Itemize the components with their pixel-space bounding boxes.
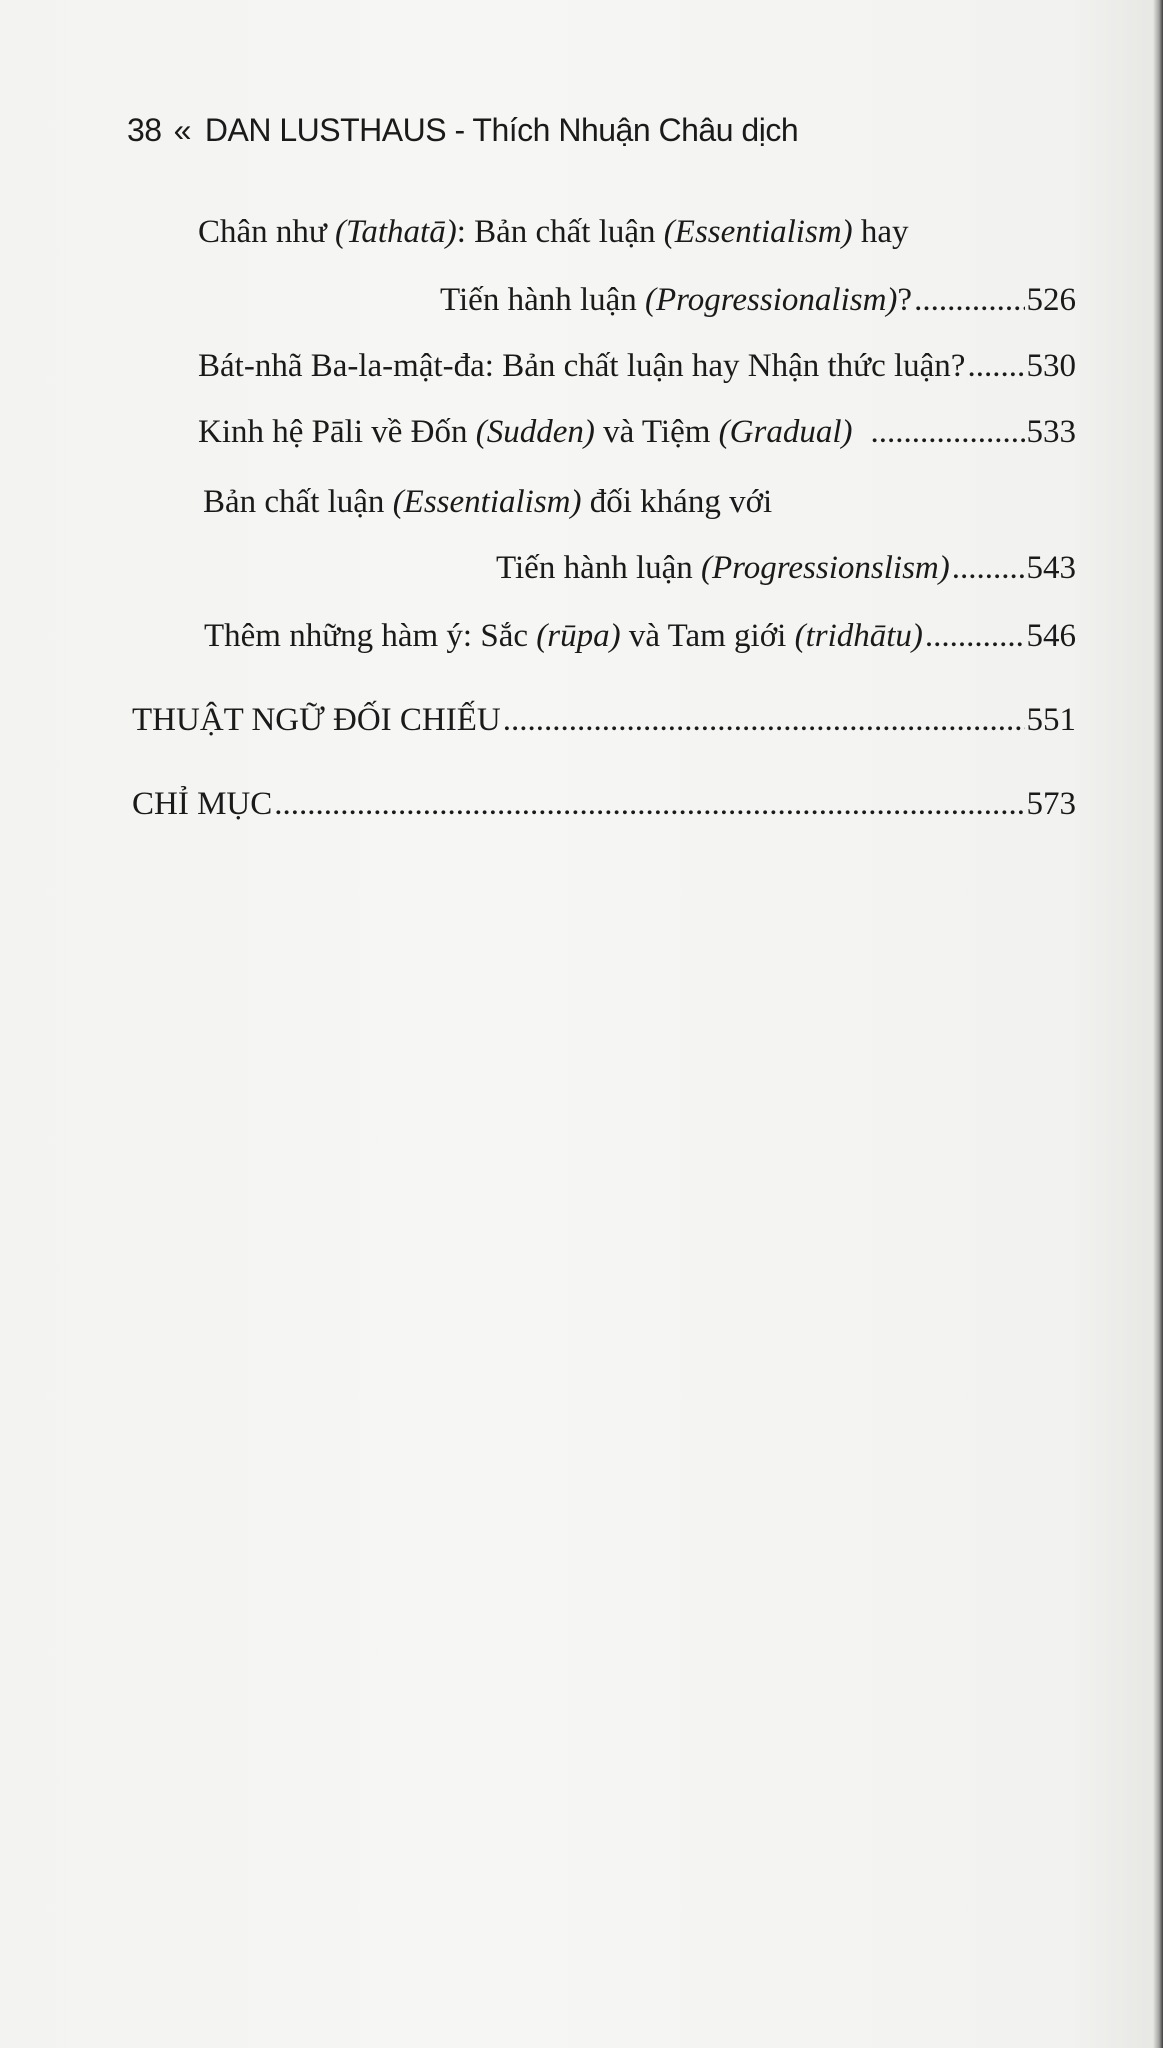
toc-entry-tathata-line2: Tiến hành luận (Progressionalism)? ..... 526 [440, 284, 1076, 317]
toc-page-number: 546 [1026, 618, 1076, 654]
leader-dots [925, 620, 1025, 653]
toc-entry-essentialism-line1: Bản chất luận (Essentialism) đối kháng với [203, 484, 773, 520]
toc-entry-prajnaparamita: Bát-nhã Ba-la-mật-đa: Bản chất luận hay Nhận thức luận? ..... 530 [198, 350, 1076, 383]
toc-entry-essentialism-line2: Tiến hành luận (Progressionslism) ..... 543 [496, 552, 1076, 585]
leader-dots [274, 788, 1024, 821]
leader-dots [967, 350, 1024, 383]
page-edge-shadow [1153, 0, 1163, 2048]
toc-entry-tathata-line1: Chân như (Tathatā): Bản chất luận (Essentialism) hay [198, 214, 909, 250]
toc-entry-index: CHỈ MỤC ..... 573 [132, 788, 1076, 821]
leader-dots [914, 284, 1024, 317]
leader-dots [952, 552, 1025, 585]
toc-page-number: 543 [1026, 550, 1076, 586]
toc-page-number: 526 [1026, 282, 1076, 318]
running-head-separator: « [173, 112, 191, 148]
toc-page-number: 533 [1026, 414, 1076, 450]
toc-entry-rupa-tridhatu: Thêm những hàm ý: Sắc (rūpa) và Tam giới (tridhātu) ..... 546 [204, 620, 1076, 653]
page-number: 38 [127, 112, 162, 148]
toc-entry-pali-sudden-gradual: Kinh hệ Pāli về Đốn (Sudden) và Tiệm (Gradual) ..... 533 [198, 416, 1076, 449]
toc-page-number: 551 [1026, 702, 1076, 738]
toc-entry-glossary: THUẬT NGỮ ĐỐI CHIẾU ..... 551 [132, 704, 1076, 737]
running-head-title: DAN LUSTHAUS - Thích Nhuận Châu dịch [204, 112, 799, 148]
leader-dots [503, 704, 1025, 737]
toc-page-number: 530 [1026, 348, 1076, 384]
running-head [127, 112, 798, 149]
leader-dots [870, 416, 1024, 449]
toc-page-number: 573 [1026, 786, 1076, 822]
